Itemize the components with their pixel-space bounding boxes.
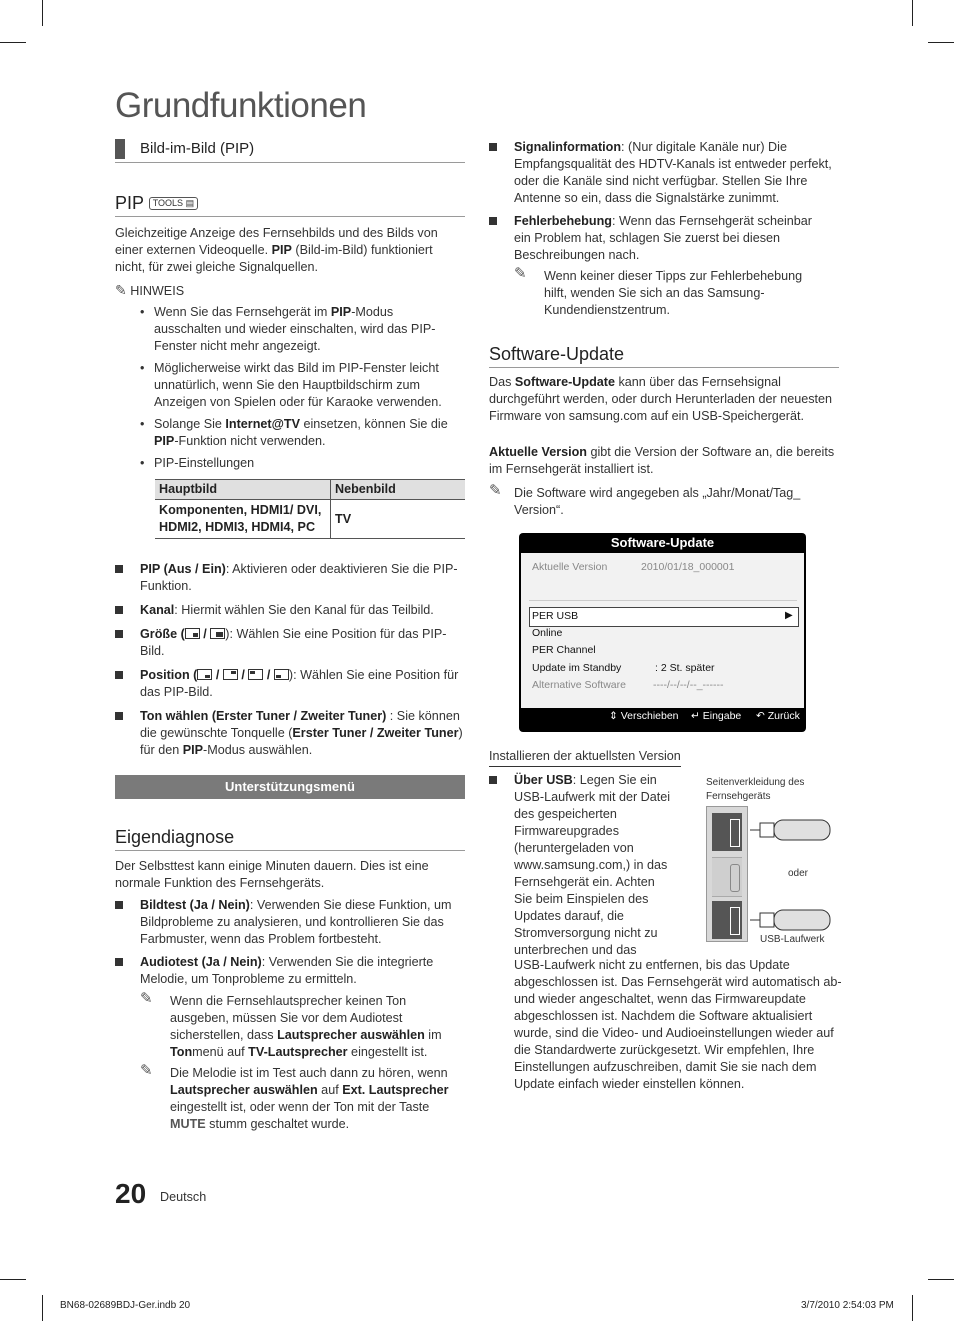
crop-mark xyxy=(0,42,26,43)
square-bullet xyxy=(115,565,123,573)
square-bullet xyxy=(115,712,123,720)
note-label: HINWEIS xyxy=(130,284,185,298)
item-ueber-usb xyxy=(514,772,674,959)
osd-current-label: Aktuelle Version xyxy=(532,561,608,573)
square-bullet xyxy=(115,606,123,614)
item-text: : Hiermit wählen Sie den Kanal für das Teilbild. xyxy=(174,603,434,617)
square-bullet xyxy=(115,958,123,966)
osd-item-online[interactable]: Online xyxy=(532,627,563,639)
item-text: -Modus auswählen. xyxy=(203,743,313,757)
item-bold: Erster Tuner / Zweiter Tuner xyxy=(292,726,459,740)
usb-slot xyxy=(730,907,740,935)
note-text: menü auf xyxy=(192,1045,249,1059)
item-bold: Über USB xyxy=(514,773,573,787)
note-header xyxy=(115,282,184,300)
pip-title: PIP xyxy=(115,193,144,213)
osd-item-standby[interactable]: Update im Standby xyxy=(532,662,622,674)
item-bold: Bildtest (Ja / Nein) xyxy=(140,898,250,912)
item-bildtest xyxy=(140,897,462,948)
osd-foot-back-label: Zurück xyxy=(767,710,800,722)
intro-bold: Aktuelle Version xyxy=(489,445,587,459)
bullet-text: PIP-Einstellungen xyxy=(154,456,255,470)
footer-timestamp: 3/7/2010 2:54:03 PM xyxy=(801,1300,894,1311)
table-cell: Komponenten, HDMI1/ DVI, HDMI2, HDMI3, HDMI4, PC xyxy=(155,500,331,539)
note-text: Wenn die Fernsehlautsprecher keinen Ton ausgeben, müssen Sie vor dem Audiotest sicherstellen, dass xyxy=(170,994,407,1042)
position-top-right-icon xyxy=(223,669,238,680)
osd-panel xyxy=(521,553,804,708)
osd-foot-move-label: Verschieben xyxy=(620,710,679,722)
osd-item-per-channel[interactable]: PER Channel xyxy=(532,644,596,656)
pip-intro-bold: PIP xyxy=(271,243,292,257)
item-bold: PIP (Aus / Ein) xyxy=(140,562,226,576)
item-fehlerbehebung xyxy=(514,213,824,264)
crop-mark xyxy=(42,1295,43,1321)
pencil-icon: ✎ xyxy=(140,1062,153,1079)
bullet-bold: PIP xyxy=(154,434,175,448)
divider xyxy=(115,162,465,163)
square-bullet xyxy=(489,217,497,225)
crop-mark xyxy=(928,42,954,43)
crop-mark xyxy=(42,0,43,26)
pencil-icon: ✎ xyxy=(514,265,527,282)
figure-label-tv-side: Seitenverkleidung des Fernsehgeräts xyxy=(706,777,805,802)
osd-foot-move xyxy=(609,710,679,722)
osd-standby-value: : 2 St. später xyxy=(655,662,715,674)
item-ueber-usb-cont: USB-Laufwerk nicht zu entfernen, bis das Update abgeschlossen ist. Das Fernsehgerät wird automatisch ab- und wieder angeschaltet, wenn das Firmwareupdate abgeschlossen ist. Nachdem die Software aktualisiert wurde, sind die Video- und Audioeinstellungen wieder auf die Standardwerte zurückgesetzt. Wir empfehlen, Ihre Einstellungen aufzuschreiben, damit Sie sie nach dem Update einfach wieder einstellen können. xyxy=(514,958,842,1091)
list-item: • Wenn Sie das Fernsehgerät im PIP-Modus ausschalten und wieder einschalten, wird das PIP-Fenster nicht mehr angezeigt. xyxy=(140,305,436,353)
osd-foot-enter-label: Eingabe xyxy=(702,710,742,722)
item-text: : Verwenden Sie diese Funktion, um Bildprobleme zu analysieren, und kontrollieren Sie das Farbmuster, wenn das Problem fortbesteht. xyxy=(140,898,452,946)
osd-software-update xyxy=(519,533,806,732)
item-audiotest xyxy=(140,954,460,988)
square-bullet xyxy=(115,901,123,909)
bullet-text: -Funktion nicht verwenden. xyxy=(174,434,326,448)
bullet-text: einsetzen, können Sie die xyxy=(299,417,448,431)
language-label: Deutsch xyxy=(160,1190,207,1204)
position-bottom-right-icon xyxy=(197,669,212,680)
item-bold: Signalinformation xyxy=(514,140,622,154)
item-position: Position ( / / / ): Wählen Sie eine Position für das PIP-Bild. xyxy=(140,668,459,699)
pencil-icon: ✎ xyxy=(115,282,127,298)
item-text: : Verwenden Sie die integrierte Melodie, um Tonprobleme zu ermitteln. xyxy=(140,955,434,986)
osd-divider xyxy=(529,600,797,601)
note-bold: MUTE xyxy=(170,1117,206,1131)
pip-size-small-icon xyxy=(185,628,200,639)
usb-drive-1 xyxy=(750,820,830,840)
osd-item-alternative[interactable]: Alternative Software xyxy=(532,679,626,691)
item-bold: Audiotest (Ja / Nein) xyxy=(140,955,262,969)
pencil-icon: ✎ xyxy=(140,990,153,1007)
page-number: 20 xyxy=(115,1178,147,1209)
tv-side-panel xyxy=(706,806,748,942)
item-text: : Sie können die gewünschte Tonquelle ( xyxy=(140,709,460,740)
item-text: : Aktivieren oder deaktivieren Sie die PIP-Funktion. xyxy=(140,562,458,593)
table-cell: TV xyxy=(331,500,466,539)
item-kanal xyxy=(140,602,465,619)
item-bold: Kanal xyxy=(140,603,175,617)
support-menu-band: Unterstützungsmenü xyxy=(115,775,465,799)
eigendiagnose-intro: Der Selbsttest kann einige Minuten dauern. Dies ist eine normale Funktion des Fernsehgeräts. xyxy=(115,859,429,890)
bullet-text: -Modus ausschalten und wieder einschalten, wird das PIP-Fenster nicht mehr angezeigt. xyxy=(154,305,436,353)
osd-item-per-usb[interactable]: PER USB xyxy=(532,610,579,622)
item-bold: Fehlerbehebung xyxy=(514,214,612,228)
intro-text: gibt die Version der Software an, die bereits im Fernsehgerät installiert ist. xyxy=(489,445,835,476)
osd-current-value: 2010/01/18_000001 xyxy=(641,561,735,573)
crop-mark xyxy=(912,1295,913,1321)
list-item: • Solange Sie Internet@TV einsetzen, können Sie die PIP-Funktion nicht verwenden. xyxy=(140,417,448,448)
section-header xyxy=(115,139,465,163)
updown-icon: ⇕ xyxy=(609,710,618,722)
item-bold: Ton wählen (Erster Tuner / Zweiter Tuner) xyxy=(140,709,387,723)
tools-badge xyxy=(149,197,198,210)
item-text: : (Nur digitale Kanäle nur) Die Empfangsqualität des HDTV-Kanals ist entweder perfekt, oder die Kanäle sind nicht verfügbar. Stellen Sie Ihre Antenne so ein, dass die Signalstärke zunimmt. xyxy=(514,140,832,205)
usb-port-1 xyxy=(712,813,742,851)
crop-mark xyxy=(912,0,913,26)
item-text: : Legen Sie ein USB-Laufwerk mit der Datei des gespeicherten Firmwareupgrades (heruntergeladen von www.samsung.com,) in das Fernsehgerät ein. Achten Sie beim Einspielen des Updates darauf, die Stromversorgung nicht zu unterbrechen und das xyxy=(514,773,671,957)
osd-title: Software-Update xyxy=(610,535,715,550)
table-header: Nebenbild xyxy=(331,480,466,500)
note-bold: Ton xyxy=(170,1045,193,1059)
eigendiagnose-title: Eigendiagnose xyxy=(115,827,235,847)
tools-icon: ▤ xyxy=(185,198,195,208)
item-text: : Wenn das Fernsehgerät scheinbar ein Problem hat, schlagen Sie zuerst bei diesen Beschreibungen nach. xyxy=(514,214,812,262)
hdmi-slot xyxy=(730,864,740,892)
note-audiotest-1 xyxy=(170,993,465,1061)
osd-alt-value: ----/--/--/--_------ xyxy=(653,679,724,691)
note-text: eingestellt ist. xyxy=(347,1045,428,1059)
usb-port-2 xyxy=(712,901,742,939)
pip-intro-text: Gleichzeitige Anzeige des Fernsehbilds und des Bilds von einer externen Videoquelle. xyxy=(115,226,438,257)
osd-foot-enter xyxy=(691,710,741,722)
pip-intro xyxy=(115,225,460,276)
note-bold: Lautsprecher auswählen xyxy=(170,1083,318,1097)
item-text: ) für den xyxy=(140,726,463,757)
item-text: ): Wählen Sie eine Position für das PIP-Bild. xyxy=(140,627,447,658)
note-text: eingestellt ist, oder wenn der Ton mit der Taste xyxy=(170,1100,430,1114)
note-text: im xyxy=(424,1028,442,1042)
osd-foot-back xyxy=(756,710,800,722)
tools-badge-label: TOOLS xyxy=(152,198,184,208)
intro-bold: Software-Update xyxy=(514,375,615,389)
pip-intro-text-2: (Bild-im-Bild) funktioniert nicht, für zwei gleiche Signalquellen. xyxy=(115,243,433,274)
item-signalinformation xyxy=(514,139,844,207)
square-bullet xyxy=(489,776,497,784)
note-text: auf xyxy=(317,1083,343,1097)
intro-text: kann über das Fernsehsignal durchgeführt werden, oder durch Herunterladen der neuesten Firmware von samsung.com auf ein USB-Speichergerät. xyxy=(489,375,833,423)
crop-mark xyxy=(928,1279,954,1280)
usb-drive-2 xyxy=(750,910,830,930)
item-pip-onoff xyxy=(140,561,460,595)
divider xyxy=(489,367,839,368)
note-text: Die Melodie ist im Test auch dann zu hören, wenn xyxy=(170,1066,448,1080)
pip-heading xyxy=(115,193,198,214)
section-header-label: Bild-im-Bild (PIP) xyxy=(140,140,255,157)
figure-label-or: oder xyxy=(788,868,809,879)
item-bold: Größe ( xyxy=(140,627,185,641)
arrow-right-icon: ▶ xyxy=(785,610,793,621)
install-heading: Installieren der aktuellsten Version xyxy=(489,748,681,767)
pip-size-large-icon xyxy=(210,628,225,639)
item-ton-waehlen xyxy=(140,708,466,759)
note-audiotest-2 xyxy=(170,1065,465,1133)
list-item: • PIP-Einstellungen xyxy=(140,456,255,470)
bullet-text: Möglicherweise wirkt das Bild im PIP-Fenster leicht unnatürlich, wenn Sie den Hauptbildschirm zum Anzeigen von Spielen oder für Karaoke verwenden. xyxy=(154,361,442,409)
intro-text: Das xyxy=(489,375,515,389)
divider xyxy=(115,850,465,851)
note-bullet-list xyxy=(140,304,460,472)
note-software-format: Die Software wird angegeben als „Jahr/Monat/Tag_ Version“. xyxy=(514,486,801,517)
item-bold: Position ( xyxy=(140,668,198,682)
item-bold: PIP xyxy=(182,743,204,757)
return-icon: ↶ xyxy=(756,710,765,722)
square-bullet xyxy=(115,630,123,638)
bullet-bold: PIP xyxy=(330,305,352,319)
software-update-title: Software-Update xyxy=(489,344,625,364)
list-item: • Möglicherweise wirkt das Bild im PIP-Fenster leicht unnatürlich, wenn Sie den Hauptbildschirm zum Anzeigen von Spielen oder für Karaoke verwenden. xyxy=(140,361,442,409)
table-header: Hauptbild xyxy=(155,480,331,500)
section-header-bar xyxy=(115,139,125,159)
software-update-intro xyxy=(489,374,834,425)
note-text: stumm geschaltet wurde. xyxy=(205,1117,350,1131)
crop-mark xyxy=(0,1279,26,1280)
page-title: Grundfunktionen xyxy=(115,86,367,125)
pip-settings-table xyxy=(155,479,465,539)
footer-file-info: BN68-02689BDJ-Ger.indb 20 xyxy=(60,1300,191,1311)
divider xyxy=(115,216,465,217)
usb-slot xyxy=(730,819,740,847)
note-bold: Lautsprecher auswählen xyxy=(277,1028,425,1042)
square-bullet xyxy=(489,143,497,151)
item-groesse: Größe ( / ): Wählen Sie eine Position für das PIP-Bild. xyxy=(140,627,447,658)
note-bold: TV-Lautsprecher xyxy=(248,1045,348,1059)
bullet-text: Solange Sie xyxy=(154,417,226,431)
pencil-icon: ✎ xyxy=(489,482,502,499)
software-version-desc xyxy=(489,444,841,478)
note-bold: Ext. Lautsprecher xyxy=(342,1083,449,1097)
hdmi-port xyxy=(712,857,742,897)
enter-icon: ↵ xyxy=(691,710,700,722)
square-bullet xyxy=(115,671,123,679)
position-bottom-left-icon xyxy=(274,669,289,680)
bullet-bold: Internet@TV xyxy=(225,417,300,431)
item-text: ): Wählen Sie eine Position für das PIP-Bild. xyxy=(140,668,459,699)
position-top-left-icon xyxy=(248,669,263,680)
bullet-text: Wenn Sie das Fernsehgerät im xyxy=(154,305,331,319)
note-fehlerbehebung: Wenn keiner dieser Tipps zur Fehlerbehebung hilft, wenden Sie sich an das Samsung-Kundendienstzentrum. xyxy=(544,269,803,317)
figure-label-usb-drive: USB-Laufwerk xyxy=(760,934,825,945)
